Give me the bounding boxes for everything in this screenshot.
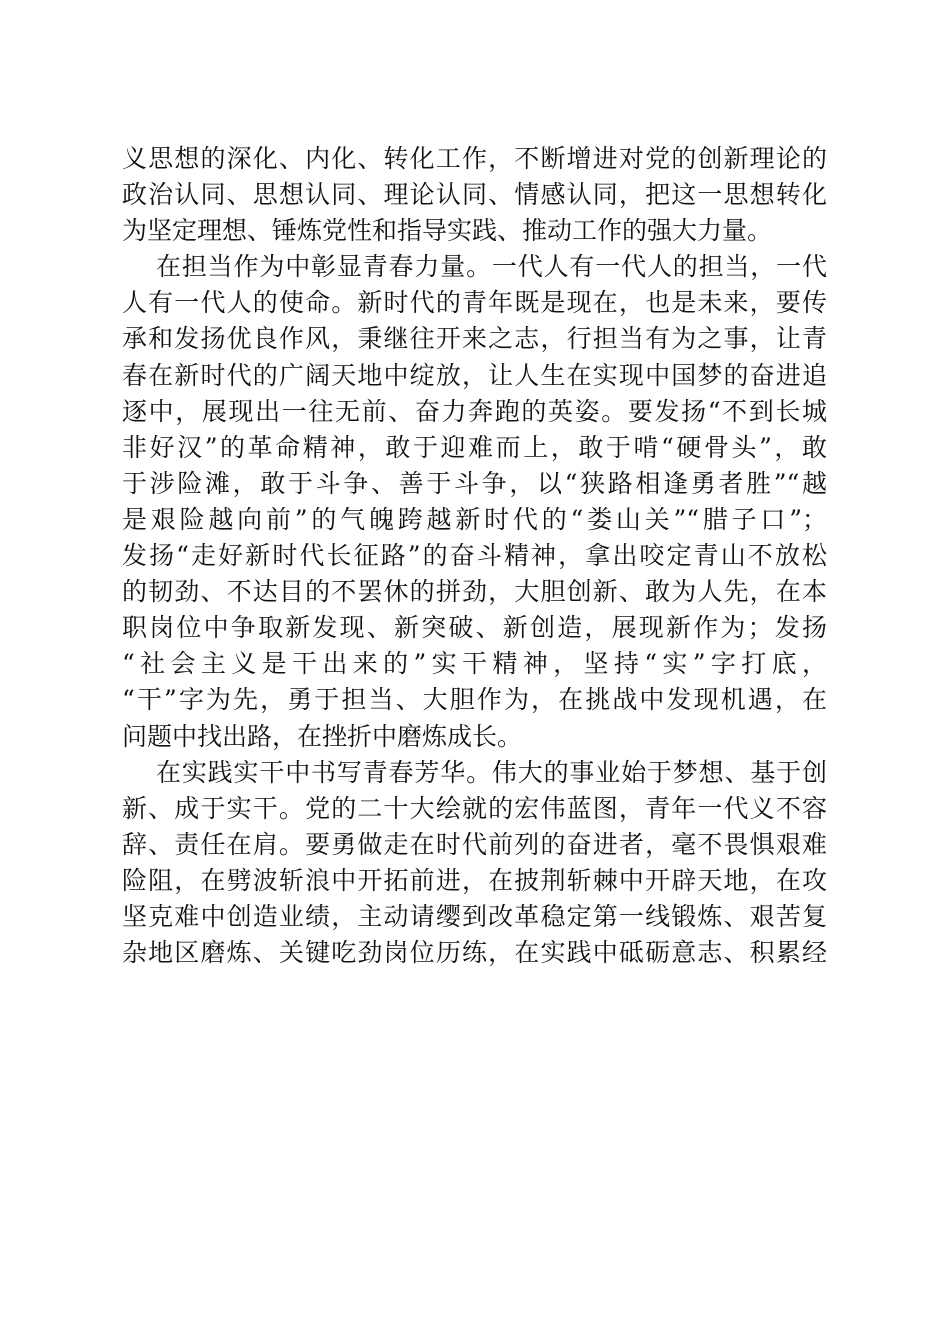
text-line: 政治认同、思想认同、理论认同、情感认同，把这一思想转化 (122, 180, 827, 210)
text-line: 辞、责任在肩。要勇做走在时代前列的奋进者，毫不畏惧艰难 (122, 829, 827, 859)
text-line: 承和发扬优良作风，秉继往开来之志，行担当有为之事，让青 (122, 324, 827, 354)
body-text (122, 141, 827, 971)
text-line: 职岗位中争取新发现、新突破、新创造，展现新作为；发扬 (122, 613, 827, 643)
text-line: 为坚定理想、锤炼党性和指导实践、推动工作的强大力量。 (122, 216, 773, 246)
text-line: “社会主义是干出来的”实干精神，坚持“实”字打底， (122, 649, 827, 679)
paragraph-heading-line: 在担当作为中彰显青春力量。一代人有一代人的担当，一代 (156, 252, 827, 282)
text-line: 春在新时代的广阔天地中绽放，让人生在实现中国梦的奋进追 (122, 360, 827, 390)
text-line: 险阻，在劈波斩浪中开拓前进，在披荆斩棘中开辟天地，在攻 (122, 865, 827, 895)
text-line: “干”字为先，勇于担当、大胆作为，在挑战中发现机遇，在 (122, 685, 827, 715)
text-line: 非好汉”的革命精神，敢于迎难而上，敢于啃“硬骨头”，敢 (122, 432, 827, 462)
text-line: 是艰险越向前”的气魄跨越新时代的“娄山关”“腊子口”； (122, 504, 827, 534)
text-line: 坚克难中创造业绩，主动请缨到改革稳定第一线锻炼、艰苦复 (122, 901, 827, 931)
text-line: 义思想的深化、内化、转化工作，不断增进对党的创新理论的 (122, 144, 827, 173)
text-line: 逐中，展现出一往无前、奋力奔跑的英姿。要发扬“不到长城 (122, 396, 827, 426)
text-line: 于涉险滩，敢于斗争、善于斗争，以“狭路相逢勇者胜”“越 (122, 468, 827, 498)
text-line: 人有一代人的使命。新时代的青年既是现在，也是未来，要传 (122, 288, 827, 318)
text-line: 问题中找出路，在挫折中磨炼成长。 (122, 721, 523, 751)
text-line: 的韧劲、不达目的不罢休的拼劲，大胆创新、敢为人先，在本 (122, 577, 827, 607)
paragraph-heading-line: 在实践实干中书写青春芳华。伟大的事业始于梦想、基于创 (156, 757, 827, 787)
text-line: 杂地区磨炼、关键吃劲岗位历练，在实践中砥砺意志、积累经 (122, 938, 827, 968)
text-line: 发扬“走好新时代长征路”的奋斗精神，拿出咬定青山不放松 (122, 541, 827, 571)
text-line: 新、成于实干。党的二十大绘就的宏伟蓝图，青年一代义不容 (122, 793, 827, 823)
